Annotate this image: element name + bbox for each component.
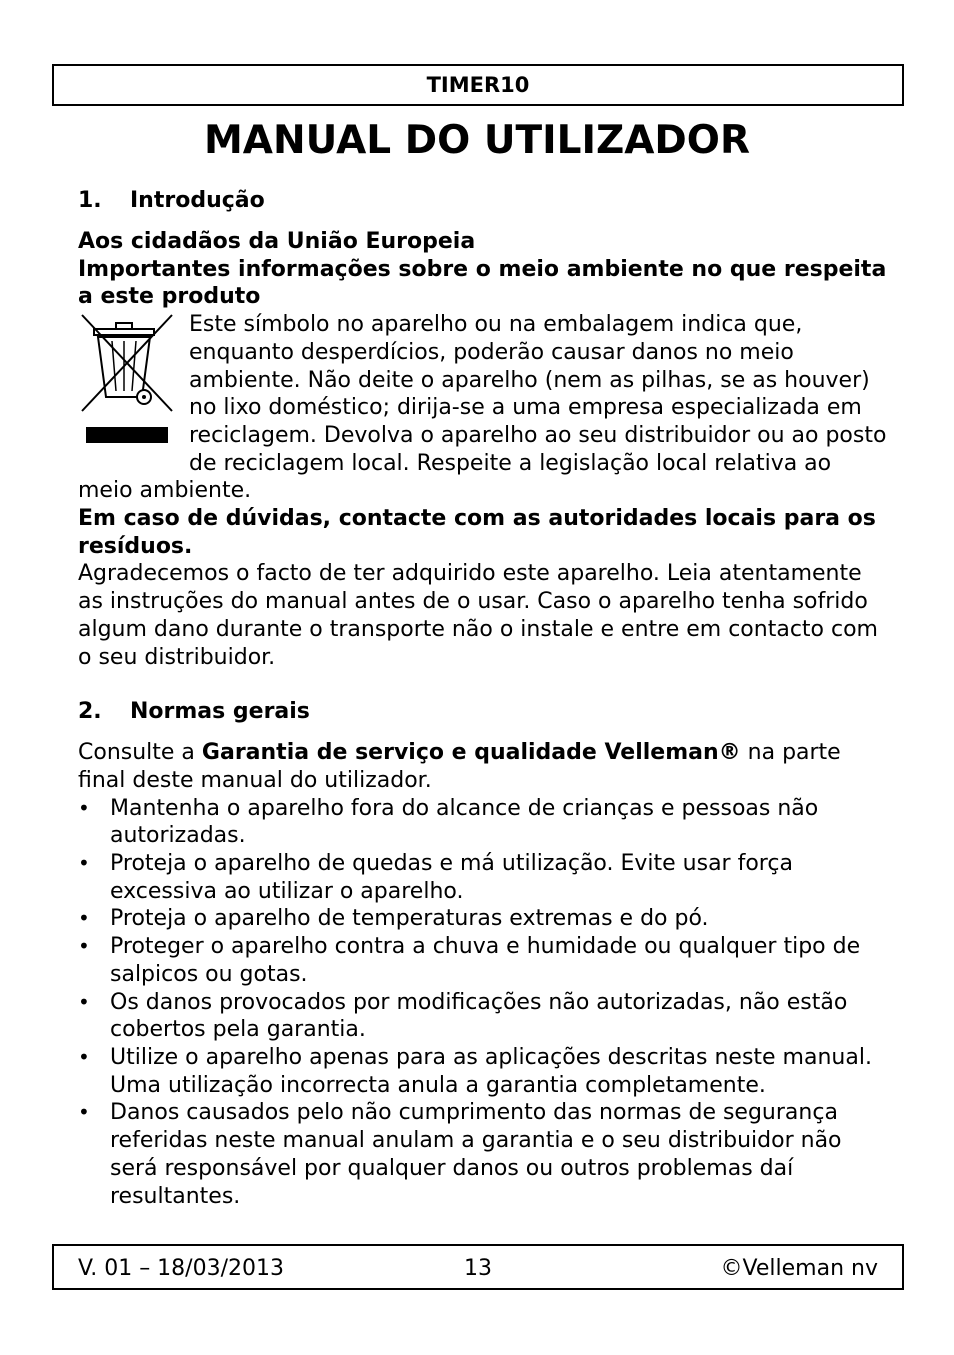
weee-crossed-bin-icon bbox=[78, 311, 189, 451]
section-1-number: 1. bbox=[78, 188, 102, 213]
warranty-reference: Garantia de serviço e qualidade Velleman® bbox=[201, 740, 741, 766]
footer-box bbox=[52, 1244, 904, 1290]
list-item: • Proteger o aparelho contra a chuva e humidade ou qualquer tipo de salpicos ou gotas. bbox=[78, 933, 888, 988]
weee-block bbox=[78, 311, 888, 505]
list-item: • Utilize o aparelho apenas para as aplicações descritas neste manual. Uma utilização incorrecta anula a garantia completamente. bbox=[78, 1044, 888, 1099]
rules-list bbox=[78, 795, 888, 1211]
content bbox=[78, 187, 888, 1210]
model-name: TIMER10 bbox=[426, 73, 530, 97]
footer-page-number: 13 bbox=[464, 1256, 492, 1281]
page-title: MANUAL DO UTILIZADOR bbox=[204, 118, 750, 163]
section-2-number: 2. bbox=[78, 699, 102, 725]
list-item: • Mantenha o aparelho fora do alcance de crianças e pessoas não autorizadas. bbox=[78, 795, 888, 850]
eu-heading: Aos cidadãos da União Europeia bbox=[78, 229, 476, 254]
list-item: • Proteja o aparelho de quedas e má utilização. Evite usar força excessiva ao utilizar o aparelho. bbox=[78, 850, 888, 905]
list-item: • Os danos provocados por modificações não autorizadas, não estão cobertos pela garantia. bbox=[78, 989, 888, 1044]
intro-post: na parte final deste manual do utilizador. bbox=[78, 740, 841, 793]
footer-version: V. 01 – 18/03/2013 bbox=[78, 1256, 284, 1281]
intro-pre: Consulte a bbox=[78, 740, 202, 766]
section-1-title: Introdução bbox=[130, 188, 265, 213]
footer-copyright: ©Velleman nv bbox=[720, 1256, 878, 1281]
section-2-heading bbox=[78, 698, 888, 726]
header-box bbox=[52, 64, 904, 106]
weee-text: Este símbolo no aparelho ou na embalagem indica que, enquanto desperdícios, poderão causar danos no meio ambiente. Não deite o aparelho (nem as pilhas, se as houver) no lixo doméstico; dirija-se a uma empresa especializada em reciclagem. Devolva o aparelho ao seu distribuidor ou ao posto de reciclagem local. Respeite a legislação local relativa ao meio ambiente. bbox=[78, 312, 887, 504]
thanks-text: Agradecemos o facto de ter adquirido este aparelho. Leia atentamente as instruções do manual antes de o usar. Caso o aparelho tenha sofrido algum dano durante o transporte não o instale e entre em contacto com o seu distribuidor. bbox=[78, 561, 878, 670]
section-2-intro bbox=[78, 739, 888, 794]
section-2-title: Normas gerais bbox=[130, 699, 310, 725]
list-item: • Proteja o aparelho de temperaturas extremas e do pó. bbox=[78, 905, 888, 933]
section-1-heading bbox=[78, 187, 888, 215]
list-item: • Danos causados pelo não cumprimento das normas de segurança referidas neste manual anulam a garantia e o seu distribuidor não será responsável por qualquer danos ou outros problemas daí resultantes. bbox=[78, 1099, 888, 1210]
env-heading: Importantes informações sobre o meio ambiente no que respeita a este produto bbox=[78, 256, 887, 310]
doubts-text: Em caso de dúvidas, contacte com as autoridades locais para os resíduos. bbox=[78, 506, 876, 559]
